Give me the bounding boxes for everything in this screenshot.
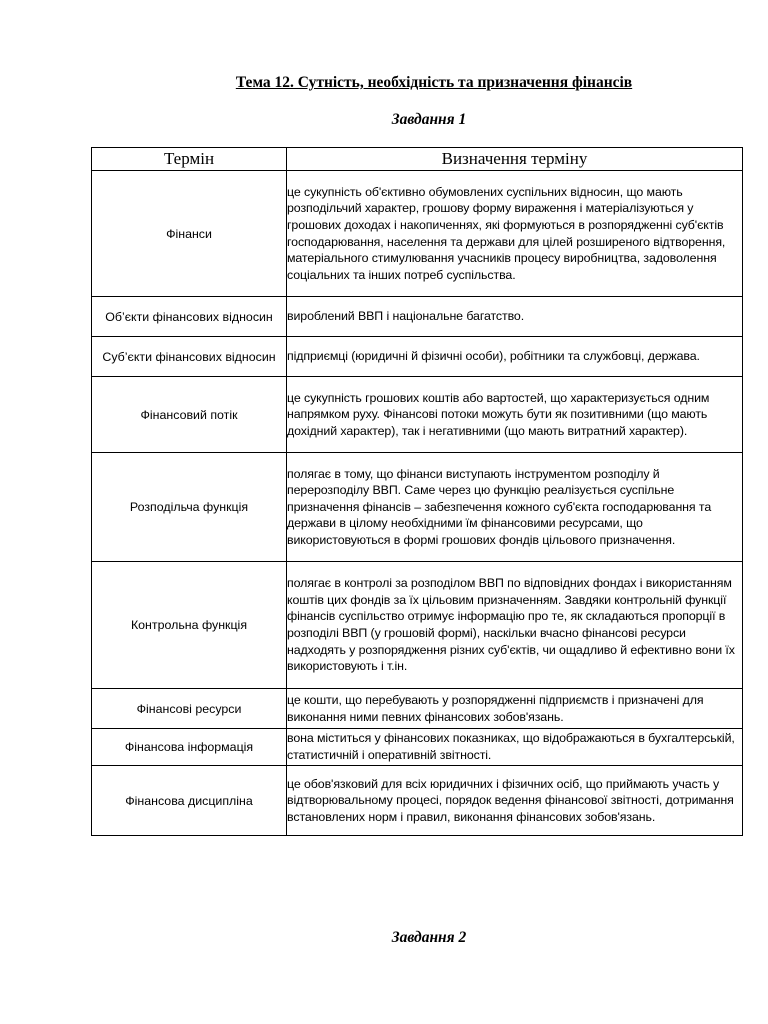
definition-cell: це сукупність об'єктивно обумовлених суспільних відносин, що мають розподільчий характер, грошову форму вираження і матеріалізуються у грошових доходах і накопиченнях, які формуються в розпорядженні суб'єктів господарювання, населення та держави для цілей розширеного відтворення, матеріального стимулювання учасників процесу виробництва, задоволення соціальних та інших потреб суспільства. — [287, 171, 743, 297]
definition-cell: підприємці (юридичні й фізичні особи), робітники та службовці, держава. — [287, 337, 743, 377]
table-row — [92, 689, 743, 729]
definition-cell: полягає в тому, що фінанси виступають інструментом розподілу й перерозподілу ВВП. Саме через цю функцію реалізується суспільне призначення фінансів – забезпечення кожного суб'єкта господарювання та держави в цілому необхідними їм фінансовими ресурсами, що використовуються в формі грошових фондів цільового призначення. — [287, 453, 743, 562]
document-title: Тема 12. Сутність, необхідність та призначення фінансів — [235, 74, 633, 91]
table-header-row — [92, 148, 743, 171]
term-cell: Суб’єкти фінансових відносин — [92, 337, 287, 377]
table-row — [92, 377, 743, 453]
table-row — [92, 729, 743, 766]
table-row — [92, 562, 743, 689]
task-1-heading: Завдання 1 — [391, 111, 467, 128]
definition-cell: це сукупність грошових коштів або вартостей, що характеризується одним напрямком руху. Фінансові потоки можуть бути як позитивними (що мають дохідний характер), так і негативними (що мають витратний характер). — [287, 377, 743, 453]
table-row — [92, 453, 743, 562]
term-cell: Фінансовий потік — [92, 377, 287, 453]
definition-cell: це кошти, що перебувають у розпорядженні підприємств і призначені для виконання ними певних фінансових зобов'язань. — [287, 689, 743, 729]
table-row — [92, 171, 743, 297]
column-header-term: Термін — [92, 148, 287, 171]
table-row — [92, 766, 743, 836]
table-row — [92, 297, 743, 337]
table-row — [92, 337, 743, 377]
term-cell: Фінансова інформація — [92, 729, 287, 766]
definition-cell: полягає в контролі за розподілом ВВП по відповідних фондах і використанням коштів цих фондів за їх цільовим призначенням. Завдяки контрольній функції фінансів суспільство отримує інформацію про те, як складаються пропорції в розподілі ВВП (у грошовій формі), наскільки вчасно фінансові ресурси надходять у розпорядження різних суб'єктів, чи ощадливо й ефективно вони їх використовують і т.ін. — [287, 562, 743, 689]
task-2-heading: Завдання 2 — [391, 929, 467, 946]
definition-cell: це обов'язковий для всіх юридичних і фізичних осіб, що приймають участь у відтворювальному процесі, порядок ведення фінансової звітності, дотримання встановлених норм і правил, виконання фінансових зобов'язань. — [287, 766, 743, 836]
terms-table — [91, 147, 743, 836]
term-cell: Контрольна функція — [92, 562, 287, 689]
term-cell: Фінансова дисципліна — [92, 766, 287, 836]
term-cell: Фінансові ресурси — [92, 689, 287, 729]
term-cell: Розподільча функція — [92, 453, 287, 562]
term-cell: Фінанси — [92, 171, 287, 297]
term-cell: Об’єкти фінансових відносин — [92, 297, 287, 337]
definition-cell: вона міститься у фінансових показниках, що відображаються в бухгалтерській, статистичній і оперативній звітності. — [287, 729, 743, 766]
definition-cell: вироблений ВВП і національне багатство. — [287, 297, 743, 337]
column-header-definition: Визначення терміну — [287, 148, 743, 171]
